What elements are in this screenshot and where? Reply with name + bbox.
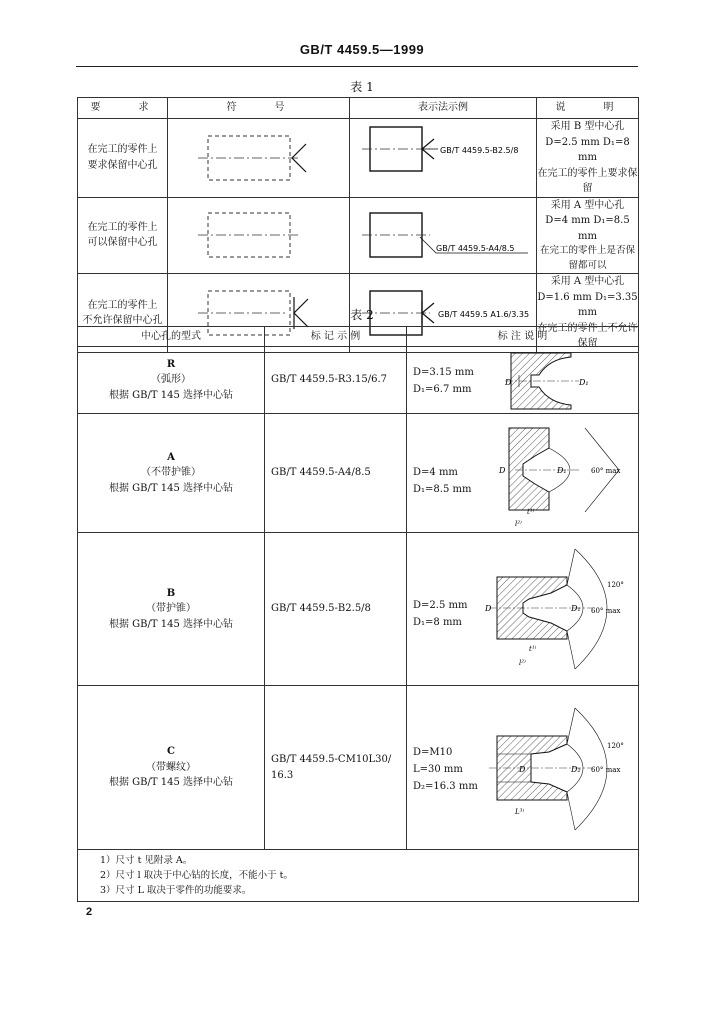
dim-line: D₁=8.5 mm [413,484,472,495]
symbol-cell [168,197,350,274]
label-d2: D₂ [571,765,581,774]
hole-type-letter: C [167,746,175,758]
mark-cell [265,414,407,533]
label-l: l²⁾ [519,659,526,667]
hole-type-cell [78,686,265,850]
label-d: D [499,466,506,475]
hole-type-cell [78,533,265,686]
label-angle-60: 60° max [591,766,621,774]
hole-type-subtitle: （带护锥） [146,603,196,615]
desc-line: 采用 A 型中心孔 [550,199,625,211]
example-cell [350,119,537,198]
requirement-line: 可以保留中心孔 [87,237,158,249]
requirement-line: 要求保留中心孔 [87,159,158,171]
requirement-line: 不允许保留中心孔 [82,315,163,327]
requirement-cell [78,197,168,274]
example-label: GB/T 4459.5-A4/8.5 [436,244,515,254]
desc-line: 在完工的零件上是否保留都可以 [539,245,635,271]
dim-line: D=4 mm [413,467,458,478]
label-big-l: L³⁾ [515,808,525,816]
desc-line: D=4 mm D₁=8.5 mm [545,215,630,242]
dim-line: D₂=16.3 mm [413,781,478,792]
desc-line: 采用 B 型中心孔 [550,121,625,132]
hole-type-letter: B [166,587,176,599]
label-t: t¹⁾ [527,508,535,516]
label-d: D [505,378,512,387]
hole-type-cell [78,347,265,414]
symbol-required-diagram [168,128,350,188]
label-angle-120: 120° [607,742,624,750]
label-d1: D₁ [579,378,589,387]
dims-block [413,364,474,398]
dims-block [413,597,467,631]
desc-line: 在完工的零件上不允许保留 [537,322,638,350]
label-d: D [485,604,492,613]
dim-line: D=2.5 mm [413,600,468,611]
hole-type-subtitle: （不带护锥） [141,467,201,479]
annotation-cell [407,414,639,533]
table1-header-row [78,98,639,119]
table-2 [77,326,639,902]
label-angle-60: 60° max [591,607,621,615]
dim-line: D=3.15 mm [413,367,474,378]
annotation-cell [407,533,639,686]
hole-type-letter: A [167,451,175,463]
dim-line: D=M10 [413,747,453,758]
desc-line: D=2.5 mm D₁=8 mm [545,136,630,163]
hole-type-note: 根据 GB/T 145 选择中心钻 [109,389,233,401]
table-row [78,414,639,533]
hole-type-note: 根据 GB/T 145 选择中心钻 [109,618,233,630]
hole-type-cell [78,414,265,533]
header-rule [76,66,638,67]
mark-cell [265,686,407,850]
center-hole-c-diagram [479,690,637,846]
footnote: 3）尺寸 L 取决于零件的功能要求。 [100,885,252,897]
hole-type-subtitle: （带螺纹） [146,761,196,773]
table-row [78,197,639,274]
footnote: 1）尺寸 t 见附录 A。 [100,855,193,866]
standard-code-header: GB/T 4459.5—1999 [299,42,425,57]
hole-type-subtitle: （弧形） [151,374,191,386]
dim-line: D₁=8 mm [413,617,462,628]
center-hole-r-diagram [491,349,637,413]
label-d1: D₁ [557,466,567,475]
description-cell [537,119,639,198]
example-cell [350,197,537,274]
label-d: D [519,765,526,774]
hole-type-letter: R [166,358,176,370]
footnote: 2）尺寸 l 取决于中心钻的长度，不能小于 t。 [100,870,293,882]
table-row [78,533,639,686]
table-row [78,119,639,198]
col-header-hole-type: 中心孔的型式 [78,327,265,347]
mark-line: GB/T 4459.5-CM10L30/ [271,754,392,765]
mark-cell [265,347,407,414]
label-l: l²⁾ [515,520,522,528]
mark-line: GB/T 4459.5-A4/8.5 [271,467,371,479]
table-row [78,686,639,850]
label-d1: D₁ [571,604,581,613]
col-header-annotation: 标 注 说 明 [407,327,639,347]
dims-block [413,464,471,498]
annotation-cell [407,686,639,850]
col-header-example: 表示法示例 [350,98,537,119]
example-required-diagram [350,119,537,179]
requirement-cell [78,119,168,198]
symbol-optional-diagram [168,205,350,265]
notes-row [78,850,639,902]
symbol-cell [168,119,350,198]
label-angle-60: 60° max [591,467,621,475]
mark-line: GB/T 4459.5-B2.5/8 [271,603,371,615]
dim-line: L=30 mm [413,764,463,775]
annotation-cell [407,347,639,414]
mark-line: GB/T 4459.5-R3.15/6.7 [271,374,387,386]
requirement-line: 在完工的零件上 [87,299,158,311]
col-header-mark-example: 标 记 示 例 [265,327,407,347]
table-row [78,347,639,414]
requirement-line: 在完工的零件上 [87,221,158,233]
table1-caption: 表 1 [350,80,374,94]
label-t: t¹⁾ [529,645,537,653]
label-angle-120: 120° [607,581,624,589]
requirement-line: 在完工的零件上 [87,144,158,156]
center-hole-a-diagram [479,418,637,530]
center-hole-b-diagram [479,537,637,683]
example-optional-diagram [350,205,537,265]
table2-caption: 表 2 [350,308,374,322]
mark-cell [265,533,407,686]
mark-line: 16.3 [271,769,294,781]
col-header-symbol: 符 号 [168,98,350,119]
desc-line: 在完工的零件上要求保留 [537,167,638,194]
dims-block [413,744,478,795]
hole-type-note: 根据 GB/T 145 选择中心钻 [109,777,233,789]
col-header-description: 说 明 [537,98,639,119]
desc-line: D=1.6 mm D₁=3.35 mm [537,291,638,319]
col-header-requirement: 要 求 [78,98,168,119]
desc-line: 采用 A 型中心孔 [550,276,625,288]
hole-type-note: 根据 GB/T 145 选择中心钻 [109,482,233,494]
description-cell [537,197,639,274]
table2-header-row [78,327,639,347]
notes-cell [78,850,639,902]
dim-line: D₁=6.7 mm [413,384,472,395]
page-number: 2 [86,906,93,918]
example-label: GB/T 4459.5-B2.5/8 [440,146,519,155]
example-label: GB/T 4459.5 A1.6/3.35 [438,310,530,320]
